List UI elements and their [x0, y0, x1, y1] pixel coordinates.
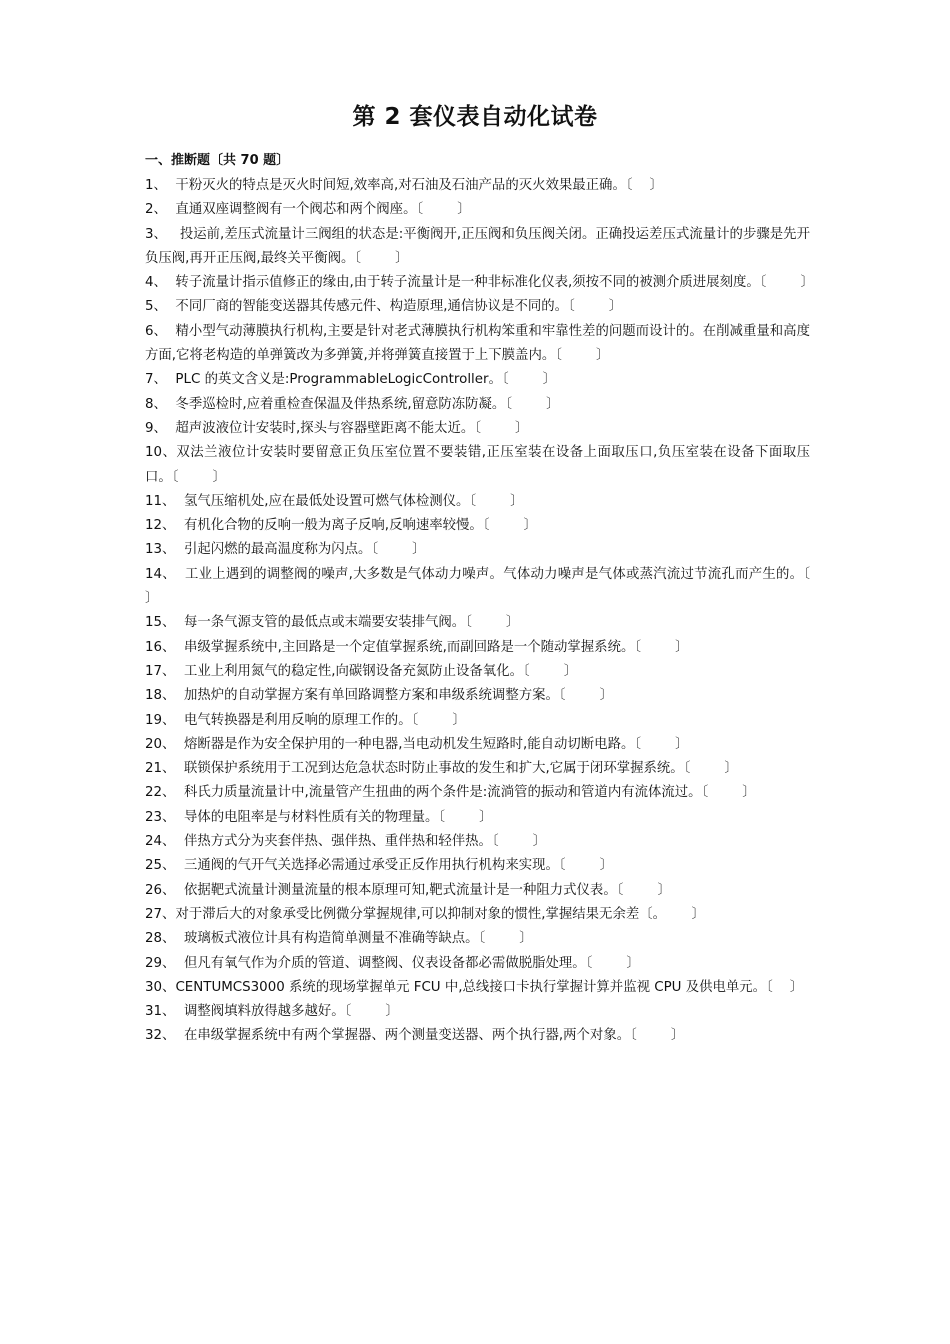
- question-item: [145, 563, 845, 612]
- question-text: 科氏力质量流量计中,流量管产生扭曲的两个条件是:流淌管的振动和管道内有流体流过。〔 〕: [175, 785, 756, 801]
- question-number: 32、: [145, 1028, 176, 1044]
- question-item: [145, 636, 810, 660]
- question-item: [145, 1024, 810, 1048]
- question-item: [145, 417, 810, 441]
- question-text: 有机化合物的反响一般为离子反响,反响速率较慢。〔 〕: [175, 518, 537, 534]
- question-number: 11、: [145, 493, 176, 509]
- question-item: [145, 611, 810, 635]
- question-item: [145, 976, 810, 1000]
- question-text: 联锁保护系统用于工况到达危急状态时防止事故的发生和扩大,它属于闭环掌握系统。〔 〕: [175, 761, 738, 777]
- question-text: 超声波液位计安装时,探头与容器壁距离不能太近。〔 〕: [166, 420, 529, 436]
- question-item: [145, 320, 810, 369]
- question-item: [145, 830, 810, 854]
- question-number: 6、: [145, 323, 167, 339]
- question-item: [145, 879, 810, 903]
- question-number: 16、: [145, 639, 176, 655]
- question-text: 玻璃板式液位计具有构造简单测量不准确等缺点。〔 〕: [175, 931, 533, 947]
- question-number: 5、: [145, 299, 167, 315]
- question-text: 调整阀填料放得越多越好。〔 〕: [175, 1004, 399, 1020]
- question-text: 直通双座调整阀有一个阀芯和两个阀座。〔 〕: [166, 202, 471, 218]
- question-number: 23、: [145, 809, 176, 825]
- question-number: 27、: [145, 906, 176, 922]
- question-text: 不同厂商的智能变送器其传感元件、构造原理,通信协议是不同的。〔 〕: [166, 299, 623, 315]
- question-item: [145, 223, 810, 272]
- question-number: 12、: [145, 518, 176, 534]
- question-text: 转子流量计指示值修正的缘由,由于转子流量计是一种非标准化仪表,须按不同的被测介质进展刻度。〔 〕: [166, 275, 814, 291]
- question-number: 30、: [145, 979, 176, 995]
- question-item: [145, 1000, 810, 1024]
- question-number: 17、: [145, 663, 176, 679]
- question-number: 7、: [145, 372, 167, 388]
- question-text: 引起闪燃的最高温度称为闪点。〔 〕: [175, 542, 426, 558]
- question-number: 31、: [145, 1004, 176, 1020]
- question-text: 电气转换器是利用反响的原理工作的。〔 〕: [175, 712, 466, 728]
- question-item: [145, 490, 810, 514]
- question-item: [145, 660, 810, 684]
- question-text: PLC 的英文含义是:ProgrammableLogicController。〔 〕: [166, 372, 557, 388]
- question-text: 每一条气源支管的最低点或末端要安装排气阀。〔 〕: [175, 615, 520, 631]
- question-text: 熔断器是作为安全保护用的一种电器,当电动机发生短路时,能自动切断电路。〔 〕: [175, 736, 689, 752]
- question-number: 21、: [145, 761, 176, 777]
- question-text: 在串级掌握系统中有两个掌握器、两个测量变送器、两个执行器,两个对象。〔 〕: [175, 1028, 685, 1044]
- question-text: 双法兰液位计安装时要留意正负压室位置不要装错,正压室装在设备上面取压口,负压室装在设备下面取压口。〔 〕: [145, 445, 811, 485]
- question-text: 伴热方式分为夹套伴热、强伴热、重伴热和轻伴热。〔 〕: [175, 834, 547, 850]
- question-item: [145, 927, 810, 951]
- question-text: 串级掌握系统中,主回路是一个定值掌握系统,而副回路是一个随动掌握系统。〔 〕: [175, 639, 689, 655]
- question-number: 28、: [145, 931, 176, 947]
- question-item: [145, 709, 810, 733]
- question-number: 22、: [145, 785, 176, 801]
- question-item: [145, 684, 810, 708]
- question-text: 投运前,差压式流量计三阀组的状态是:平衡阀开,正压阀和负压阀关闭。正确投运差压式流量计的步骤是先开负压阀,再开正压阀,最终关平衡阀。〔 〕: [145, 226, 810, 266]
- question-number: 8、: [145, 396, 167, 412]
- question-item: [145, 174, 810, 198]
- question-item: [145, 854, 810, 878]
- question-item: [145, 757, 810, 781]
- question-item: [145, 368, 810, 392]
- question-list: [145, 174, 845, 1049]
- question-number: 15、: [145, 615, 176, 631]
- question-item: [145, 781, 810, 805]
- question-number: 1、: [145, 178, 167, 193]
- question-text: 冬季巡检时,应着重检查保温及伴热系统,留意防冻防凝。〔 〕: [166, 396, 560, 412]
- question-text: 依据靶式流量计测量流量的根本原理可知,靶式流量计是一种阻力式仪表。〔 〕: [175, 882, 671, 898]
- section-heading: 一、推断题〔共 70 题〕: [145, 153, 290, 168]
- question-text: 导体的电阻率是与材料性质有关的物理量。〔 〕: [175, 809, 493, 825]
- question-text: 对于滞后大的对象承受比例微分掌握规律,可以抑制对象的惯性,掌握结果无余差〔。 〕: [175, 906, 705, 922]
- question-number: 25、: [145, 858, 176, 874]
- question-item: [145, 733, 810, 757]
- question-item: [145, 295, 810, 319]
- question-number: 18、: [145, 688, 176, 704]
- page-title: 第 2 套仪表自动化试卷: [352, 104, 598, 130]
- question-number: 4、: [145, 275, 167, 291]
- question-text: CENTUMCS3000 系统的现场掌握单元 FCU 中,总线接口卡执行掌握计算并监视 CPU 及供电单元。〔 〕: [175, 979, 804, 995]
- question-item: [145, 198, 810, 222]
- question-text: 加热炉的自动掌握方案有单回路调整方案和串级系统调整方案。〔 〕: [175, 688, 614, 704]
- question-number: 14、: [145, 566, 176, 582]
- question-item: [145, 903, 810, 927]
- question-number: 19、: [145, 712, 176, 728]
- question-item: [145, 952, 810, 976]
- question-number: 20、: [145, 736, 176, 752]
- question-item: [145, 514, 810, 538]
- question-number: 2、: [145, 202, 167, 218]
- question-item: [145, 271, 814, 295]
- question-item: [145, 806, 810, 830]
- question-number: 9、: [145, 420, 167, 436]
- question-number: 26、: [145, 882, 176, 898]
- question-number: 10、: [145, 445, 177, 461]
- question-item: [145, 393, 810, 417]
- question-text: 干粉灭火的特点是灭火时间短,效率高,对石油及石油产品的灭火效果最正确。〔 〕: [166, 178, 663, 193]
- question-text: 精小型气动薄膜执行机构,主要是针对老式薄膜执行机构笨重和牢靠性差的问题而设计的。在削减重量和高度方面,它将老构造的单弹簧改为多弹簧,并将弹簧直接置于上下膜盖内。〔 〕: [145, 323, 810, 364]
- question-text: 工业上利用氮气的稳定性,向碳钢设备充氮防止设备氧化。〔 〕: [175, 663, 578, 679]
- question-number: 3、: [145, 226, 167, 242]
- question-number: 13、: [145, 542, 176, 558]
- question-number: 24、: [145, 834, 176, 850]
- question-item: [145, 441, 810, 490]
- question-text: 工业上遇到的调整阀的噪声,大多数是气体动力噪声。气体动力噪声是气体或蒸汽流过节流孔而产生的。〔 〕: [145, 566, 845, 607]
- question-text: 氢气压缩机处,应在最低处设置可燃气体检测仪。〔 〕: [175, 493, 524, 509]
- question-text: 三通阀的气开气关选择必需通过承受正反作用执行机构来实现。〔 〕: [175, 858, 614, 874]
- question-number: 29、: [145, 955, 176, 971]
- question-text: 但凡有氧气作为介质的管道、调整阀、仪表设备都必需做脱脂处理。〔 〕: [175, 955, 640, 971]
- question-item: [145, 538, 810, 562]
